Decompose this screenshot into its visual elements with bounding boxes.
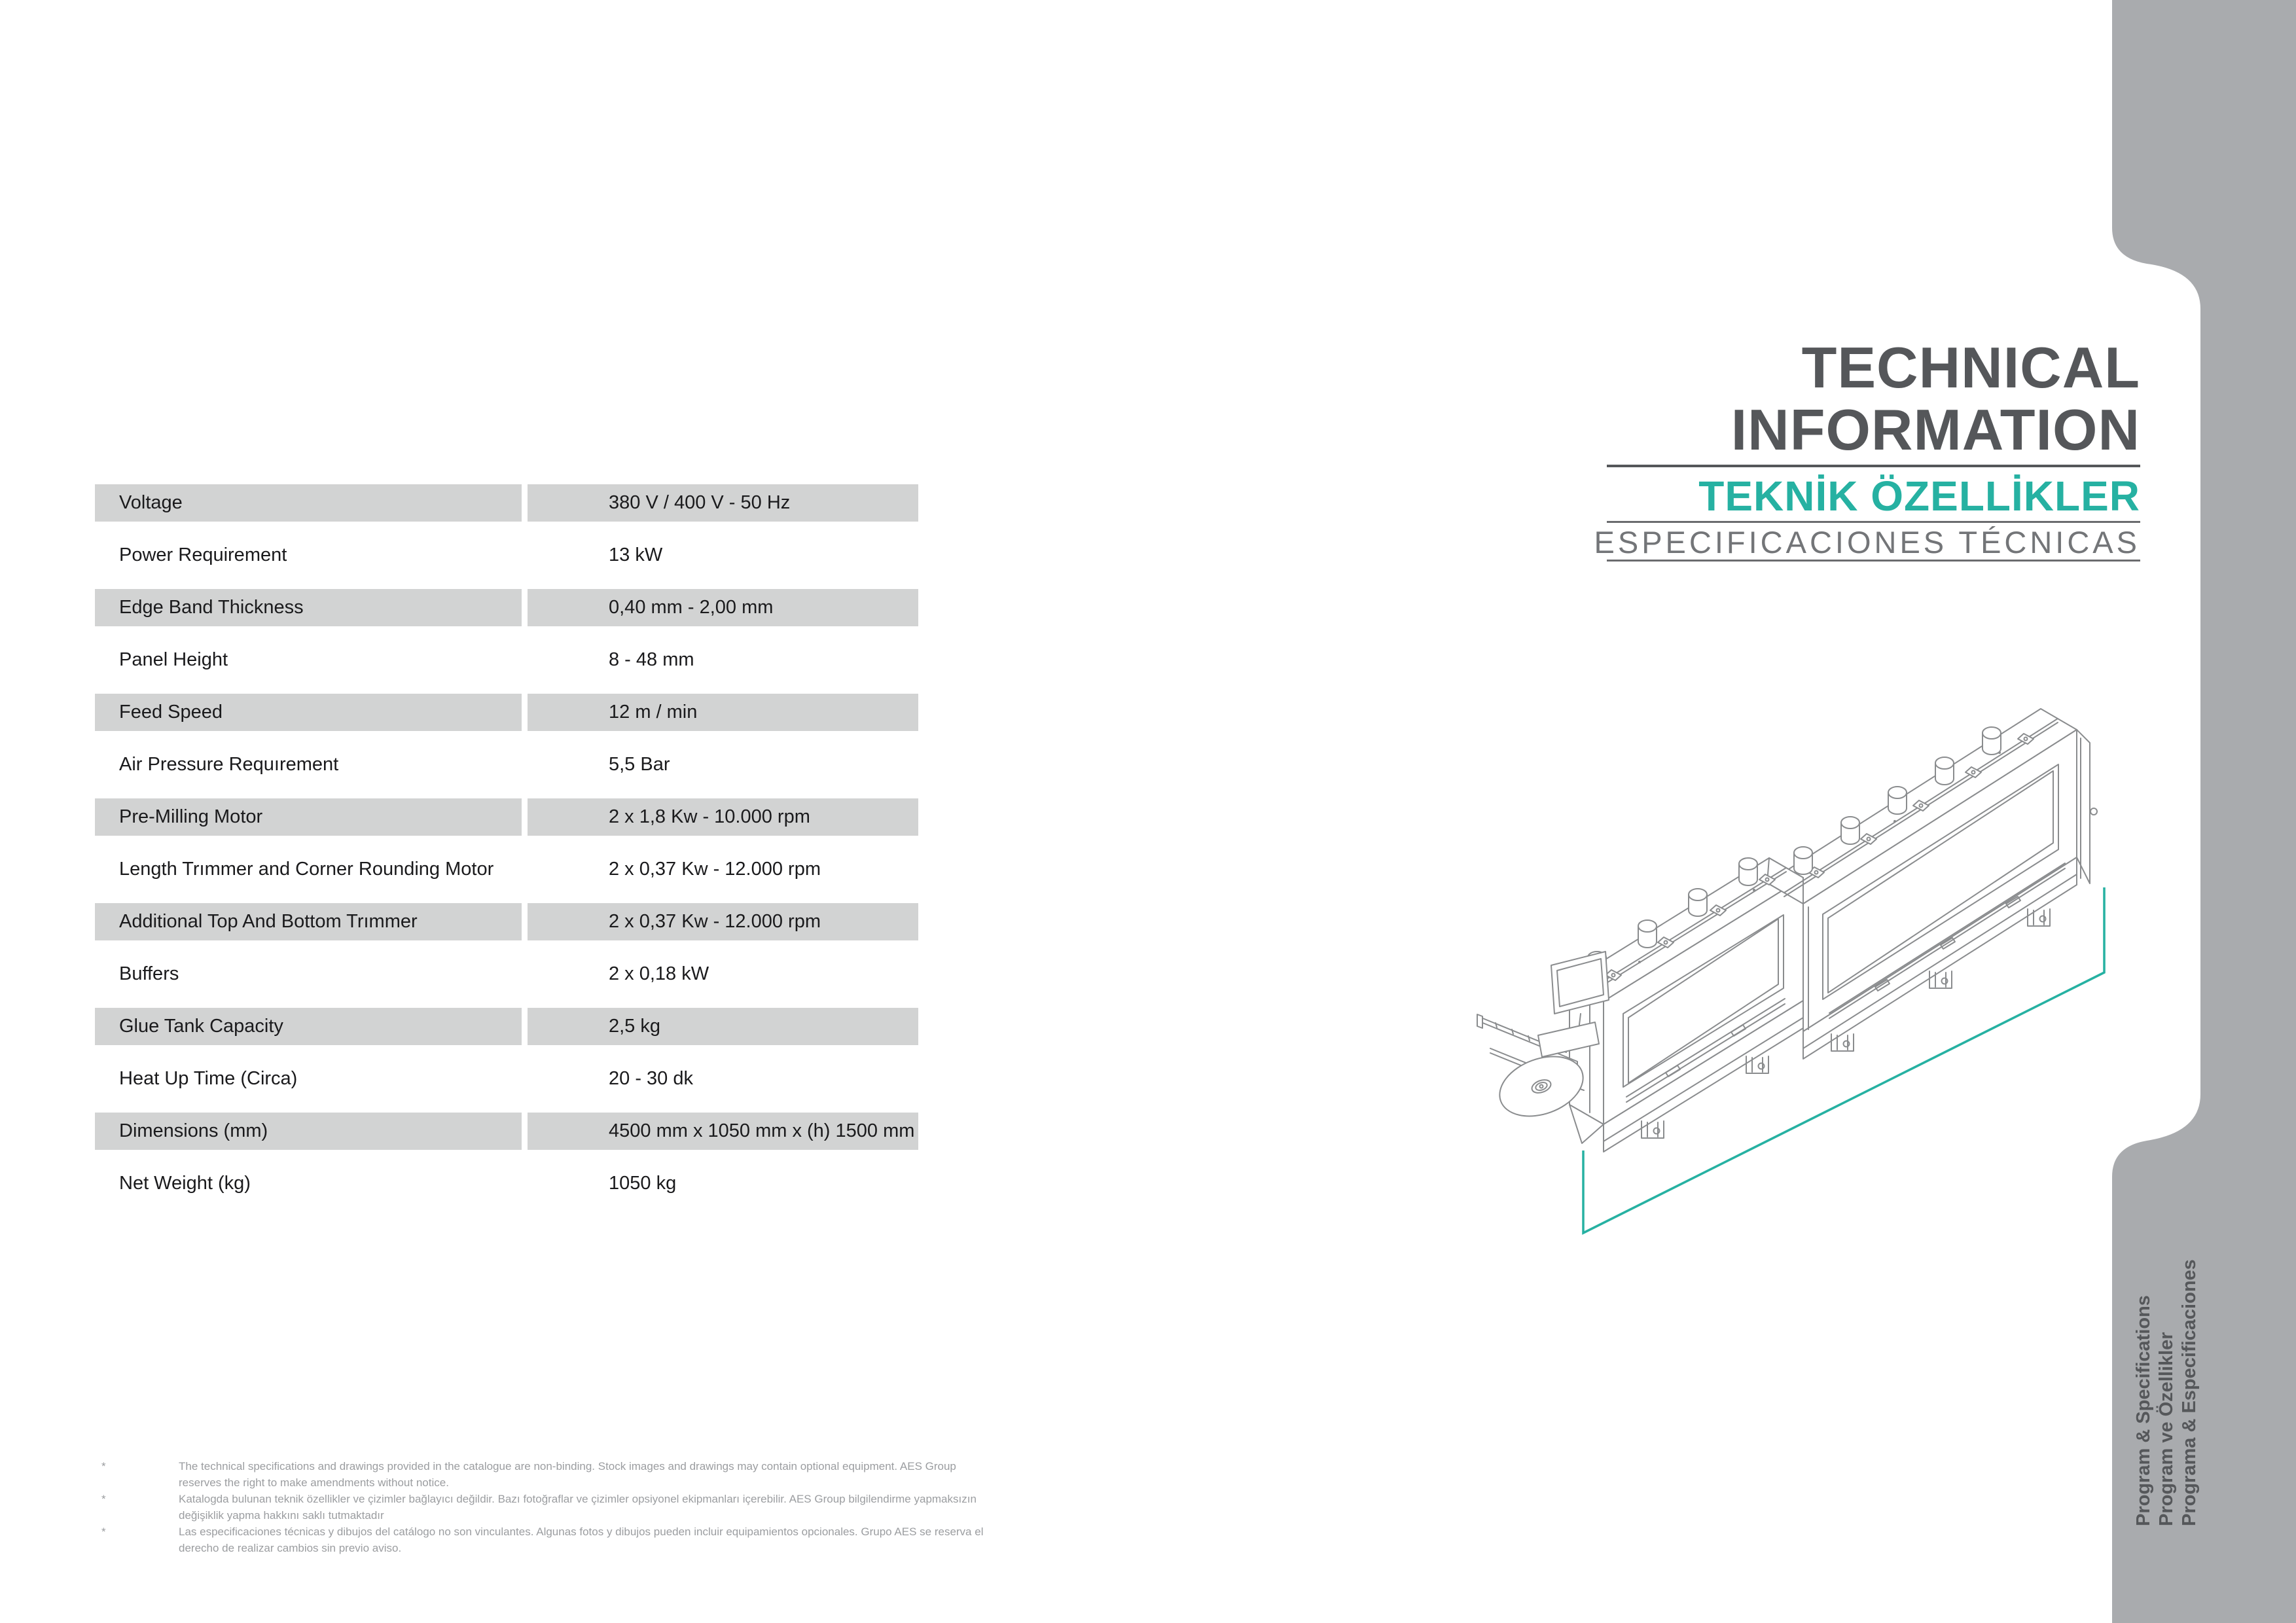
spec-value: 12 m / min	[528, 694, 918, 731]
sidebar-vertical-text: Program & Specifications	[2133, 1295, 2154, 1526]
spec-value: 0,40 mm - 2,00 mm	[528, 589, 918, 626]
spec-value: 380 V / 400 V - 50 Hz	[528, 484, 918, 522]
table-row	[95, 798, 918, 836]
footnotes	[101, 1458, 992, 1556]
table-row	[95, 903, 918, 940]
spec-label: Edge Band Thickness	[95, 589, 522, 626]
sidebar-vertical-text: Programa & Especificaciones	[2179, 1259, 2200, 1526]
table-row	[95, 746, 918, 783]
spec-value: 2,5 kg	[528, 1008, 918, 1045]
spec-label: Feed Speed	[95, 694, 522, 731]
table-row	[95, 955, 918, 993]
footnote-item	[101, 1458, 992, 1491]
footnote-text: The technical specifications and drawings provided in the catalogue are non-binding. Stock images and drawings may contain optional equipment. AES Group reserves the right to make amendments without notice.	[179, 1460, 956, 1489]
footnote-item	[101, 1491, 992, 1524]
table-row	[95, 694, 918, 731]
footnote-marker: *	[101, 1460, 106, 1472]
footnote-text: Las especificaciones técnicas y dibujos del catálogo no son vinculantes. Algunas fotos y dibujos pueden incluir equipamientos opcionales. Grupo AES se reserva el derecho de realizar cambios sin previo aviso.	[179, 1525, 984, 1554]
spec-label: Net Weight (kg)	[119, 1173, 251, 1194]
table-row	[95, 1165, 918, 1202]
table-row	[95, 1113, 918, 1150]
spec-label: Air Pressure Requırement	[119, 754, 339, 775]
spec-value: 13 kW	[609, 544, 663, 565]
spec-value: 2 x 0,37 Kw - 12.000 rpm	[609, 859, 821, 880]
spec-value: 2 x 0,37 Kw - 12.000 rpm	[528, 903, 918, 940]
spec-value: 1050 kg	[609, 1173, 677, 1194]
footnote-text: Katalogda bulunan teknik özellikler ve çizimler bağlayıcı değildir. Bazı fotoğraflar ve çizimler opsiyonel ekipmanları içerebilir. AES Group bilgilendirme yapmaksızın değişiklik yapma hakkını saklı tutmaktadır	[179, 1493, 977, 1522]
spec-label: Buffers	[119, 963, 179, 984]
table-row	[95, 589, 918, 626]
spec-value: 8 - 48 mm	[609, 649, 694, 670]
spec-label: Heat Up Time (Circa)	[119, 1068, 298, 1089]
spec-table	[95, 484, 918, 1217]
title-divider	[1607, 521, 2140, 523]
spec-value: 4500 mm x 1050 mm x (h) 1500 mm	[528, 1113, 918, 1150]
spec-label: Glue Tank Capacity	[95, 1008, 522, 1045]
spec-label: Pre-Milling Motor	[95, 798, 522, 836]
spec-value: 5,5 Bar	[609, 754, 670, 775]
footnote-item	[101, 1524, 992, 1556]
spec-value: 2 x 1,8 Kw - 10.000 rpm	[528, 798, 918, 836]
title-divider	[1607, 560, 2140, 562]
spec-value: 20 - 30 dk	[609, 1068, 693, 1089]
table-row	[95, 1008, 918, 1045]
table-row	[95, 851, 918, 888]
machine-technical-drawing	[1476, 687, 2124, 1257]
spec-label: Voltage	[95, 484, 522, 522]
title-divider	[1607, 465, 2140, 467]
table-row	[95, 484, 918, 522]
spec-label: Panel Height	[119, 649, 228, 670]
page-title-line-1: TECHNICAL	[1801, 335, 2140, 400]
spec-label: Dimensions (mm)	[95, 1113, 522, 1150]
spec-label: Power Requirement	[119, 544, 287, 565]
table-row	[95, 537, 918, 574]
table-row	[95, 1060, 918, 1097]
footnote-marker: *	[101, 1493, 106, 1505]
spec-value: 2 x 0,18 kW	[609, 963, 709, 984]
subtitle-turkish: TEKNİK ÖZELLİKLER	[1698, 473, 2140, 520]
footnote-marker: *	[101, 1525, 106, 1538]
sidebar-vertical-text: Program ve Özellikler	[2156, 1332, 2177, 1526]
spec-label: Additional Top And Bottom Trımmer	[95, 903, 522, 940]
subtitle-spanish: ESPECIFICACIONES TÉCNICAS	[1594, 525, 2140, 560]
table-row	[95, 641, 918, 679]
spec-label: Length Trımmer and Corner Rounding Motor	[119, 859, 494, 880]
title-block	[1594, 0, 2140, 589]
page-title-line-2: INFORMATION	[1731, 397, 2140, 462]
